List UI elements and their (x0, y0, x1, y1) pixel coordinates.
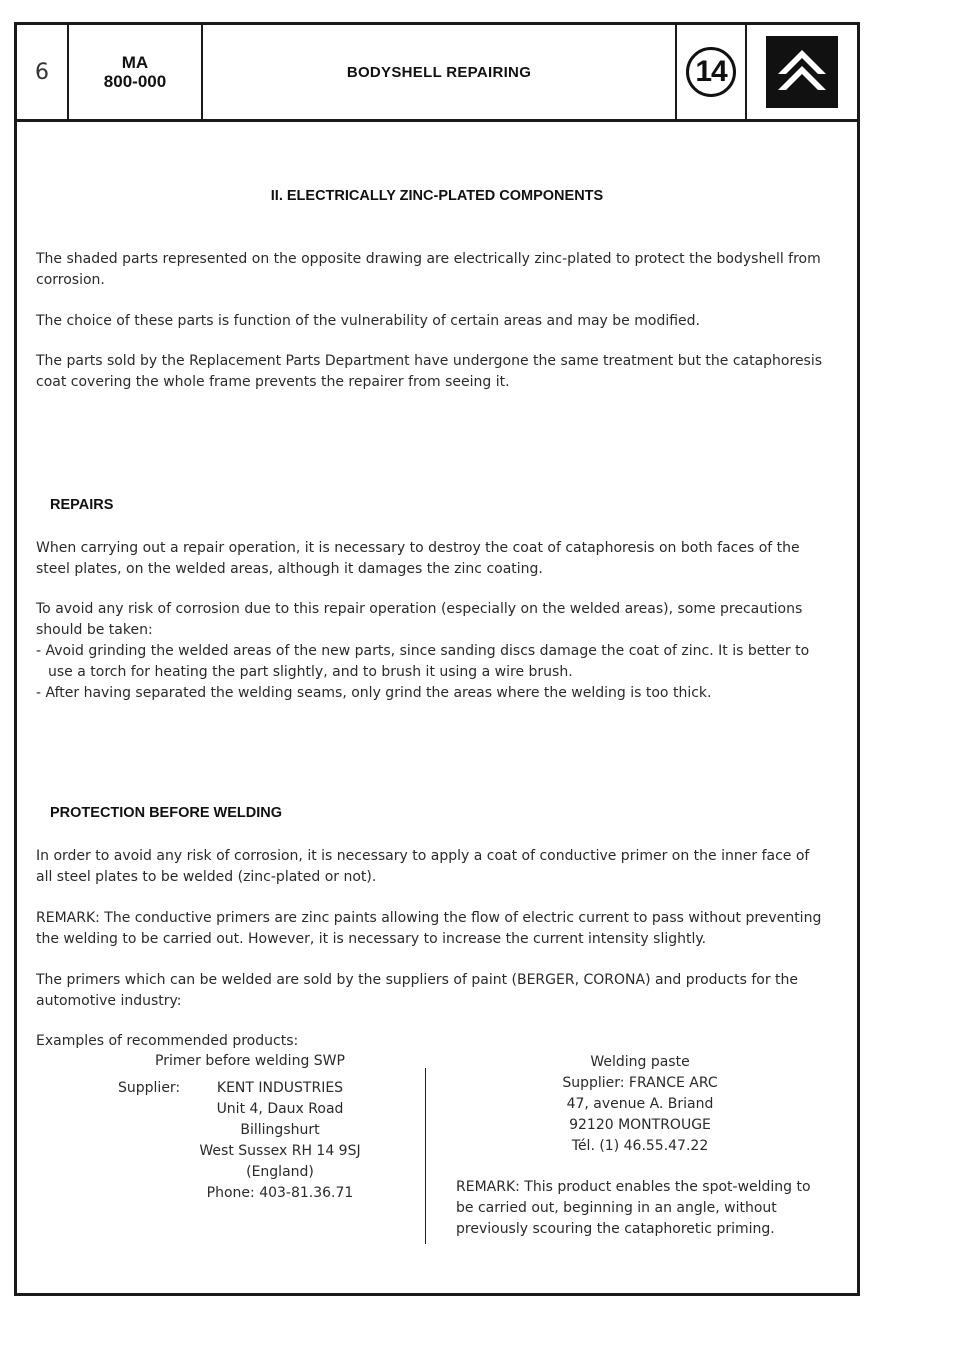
repairs-bullets (36, 641, 824, 704)
right-supplier: Supplier: FRANCE ARC (562, 1075, 718, 1091)
citroen-logo-icon (766, 36, 838, 108)
left-phone: Phone: 403-81.36.71 (206, 1185, 354, 1201)
repairs-paragraph-2: To avoid any risk of corrosion due to this repair operation (especially on the welded areas), some precautions should be taken: (36, 601, 803, 638)
right-address-2: 92120 MONTROUGE (569, 1117, 711, 1133)
right-remark: REMARK: This product enables the spot-welding to be carried out, beginning in an angle, without previously scouring the cataphoretic priming. (456, 1179, 811, 1237)
right-product-block (480, 1052, 800, 1157)
left-product-name: Primer before welding SWP (155, 1053, 345, 1069)
manual-code-line1: MA (121, 53, 149, 72)
repairs-title: REPAIRS (50, 497, 114, 513)
left-address-4: (England) (246, 1164, 314, 1180)
page-number: 6 (17, 25, 69, 119)
protection-paragraph-3: The primers which can be welded are sold by the suppliers of paint (BERGER, CORONA) and products for the automotive industry: (36, 972, 799, 1009)
group-number: 14 (686, 47, 736, 97)
manual-code (69, 25, 203, 119)
left-supplier-name: KENT INDUSTRIES (216, 1080, 344, 1096)
protection-title: PROTECTION BEFORE WELDING (50, 805, 282, 821)
header-title: BODYSHELL REPAIRING (203, 25, 677, 119)
left-address-2: Billingshurt (240, 1122, 320, 1138)
repairs-bullet-1: - Avoid grinding the welded areas of the new parts, since sanding discs damage the coat of zinc. It is better to use a torch for heating the part slightly, and to brush it using a wire brush. (36, 643, 810, 680)
left-supplier-block (160, 1078, 400, 1204)
right-product-name: Welding paste (590, 1054, 690, 1070)
protection-paragraph-1: In order to avoid any risk of corrosion, it is necessary to apply a coat of conductive primer on the inner face of all steel plates to be welded (zinc-plated or not). (36, 848, 810, 885)
section-title: II. ELECTRICALLY ZINC-PLATED COMPONENTS (270, 188, 604, 204)
protection-paragraph-2: REMARK: The conductive primers are zinc paints allowing the flow of electric current to pass without preventing the welding to be carried out. However, it is necessary to increase the current intensity slightly. (36, 910, 822, 947)
left-supplier-label: Supplier: (118, 1080, 181, 1096)
repairs-bullet-2: - After having separated the welding seams, only grind the areas where the welding is too thick. (36, 685, 712, 701)
column-divider (425, 1068, 426, 1244)
page-header (17, 25, 857, 122)
section-paragraph-1: The shaded parts represented on the opposite drawing are electrically zinc-plated to protect the bodyshell from corrosion. (36, 251, 821, 288)
left-address-3: West Sussex RH 14 9SJ (199, 1143, 361, 1159)
left-address-1: Unit 4, Daux Road (216, 1101, 344, 1117)
logo-cell (747, 25, 857, 119)
section-paragraph-2: The choice of these parts is function of the vulnerability of certain areas and may be modified. (36, 313, 700, 329)
examples-label: Examples of recommended products: (36, 1033, 299, 1049)
section-paragraph-3: The parts sold by the Replacement Parts Department have undergone the same treatment but the cataphoresis coat covering the whole frame prevents the repairer from seeing it. (36, 353, 823, 390)
group-number-cell (677, 25, 747, 119)
repairs-paragraph-1: When carrying out a repair operation, it is necessary to destroy the coat of cataphoresis on both faces of the steel plates, on the welded areas, although it damages the zinc coating. (36, 540, 800, 577)
manual-code-line2: 800-000 (103, 72, 167, 91)
right-phone: Tél. (1) 46.55.47.22 (571, 1138, 709, 1154)
right-address-1: 47, avenue A. Briand (566, 1096, 714, 1112)
